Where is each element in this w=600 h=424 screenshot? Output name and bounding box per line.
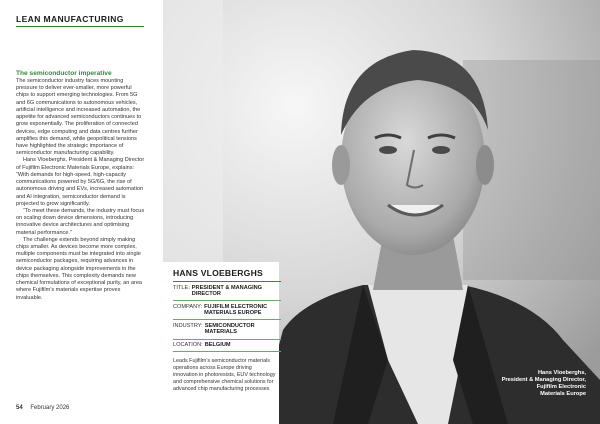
section-header: LEAN MANUFACTURING [16,14,124,24]
profile-description: Leads Fujifilm’s semiconductor materials operations across Europe driving innovation in photoresists, EUV technology and comprehensive chemical solutions for advanced chip manufacturing processes [173,358,276,393]
article-paragraph: The challenge extends beyond simply making chips smaller. As devices become more complex, multiple components must be integrated into single semiconductor packages, requiring advances in device packaging alongside improvements in the chips themselves. This complexity demands new chemical formulations of exceptional purity, an area where Fujifilm’s materials expertise proves invaluable. [16,236,142,301]
profile-location-value: BELGIUM [204,342,231,349]
article-paragraph: “To meet these demands, the industry must focus on scaling down device dimensions, introducing innovative device architectures and optimising material performance.” [16,207,145,236]
photo-caption [476,370,586,398]
profile-company-value: FUJIFILM ELECTRONIC MATERIALS EUROPE [204,303,268,317]
article-paragraph: Hans Vloeberghs, President & Managing Director of Fujifilm Electronic Materials Europe, explains: “With demands for high-speed, high-capacity communications powered by 5G/6G, the rise of autonomous driving and EVs, increased automation and AI integration, semiconductor demand is projected to grow significantly. [16,157,145,207]
article-body [16,78,146,302]
profile-name: HANS VLOEBERGHS [173,268,263,278]
profile-title-value: PRESIDENT & MANAGING DIRECTOR [191,284,263,298]
profile-industry-label: INDUSTRY: [173,322,203,329]
profile-card [163,262,279,424]
caption-line: Fujifilm Electronic [536,384,586,390]
caption-line: President & Managing Director, [501,377,586,383]
page-footer [16,405,69,411]
profile-row-title [173,282,281,301]
issue-date: February 2026 [30,405,70,411]
profile-company-label: COMPANY: [173,303,203,310]
caption-line: Materials Europe [540,391,586,397]
profile-row-location [173,340,281,353]
profile-industry-value: SEMICONDUCTOR MATERIALS [204,322,255,336]
profile-location-label: LOCATION: [173,342,203,349]
article-section-title: The semiconductor imperative [16,70,112,77]
profile-row-industry [173,320,281,339]
profile-title-label: TITLE: [173,284,190,291]
caption-line: Hans Vloeberghs, [537,370,586,376]
article-paragraph: The semiconductor industry faces mounting pressure to deliver ever-smaller, more powerful chips to support emerging technologies. From 5G and 6G communications to autonomous vehicles, artificial intelligence and increased automation, the appetite for advanced semiconductors continues to grow exponentially. The proliferation of connected devices, edge computing and data centres further amplifies this demand, while geopolitical tensions have highlighted the strategic importance of semiconductor manufacturing capability. [16,78,142,157]
page-number: 54 [16,405,23,411]
profile-row-company [173,301,281,320]
header-rule [16,26,144,27]
